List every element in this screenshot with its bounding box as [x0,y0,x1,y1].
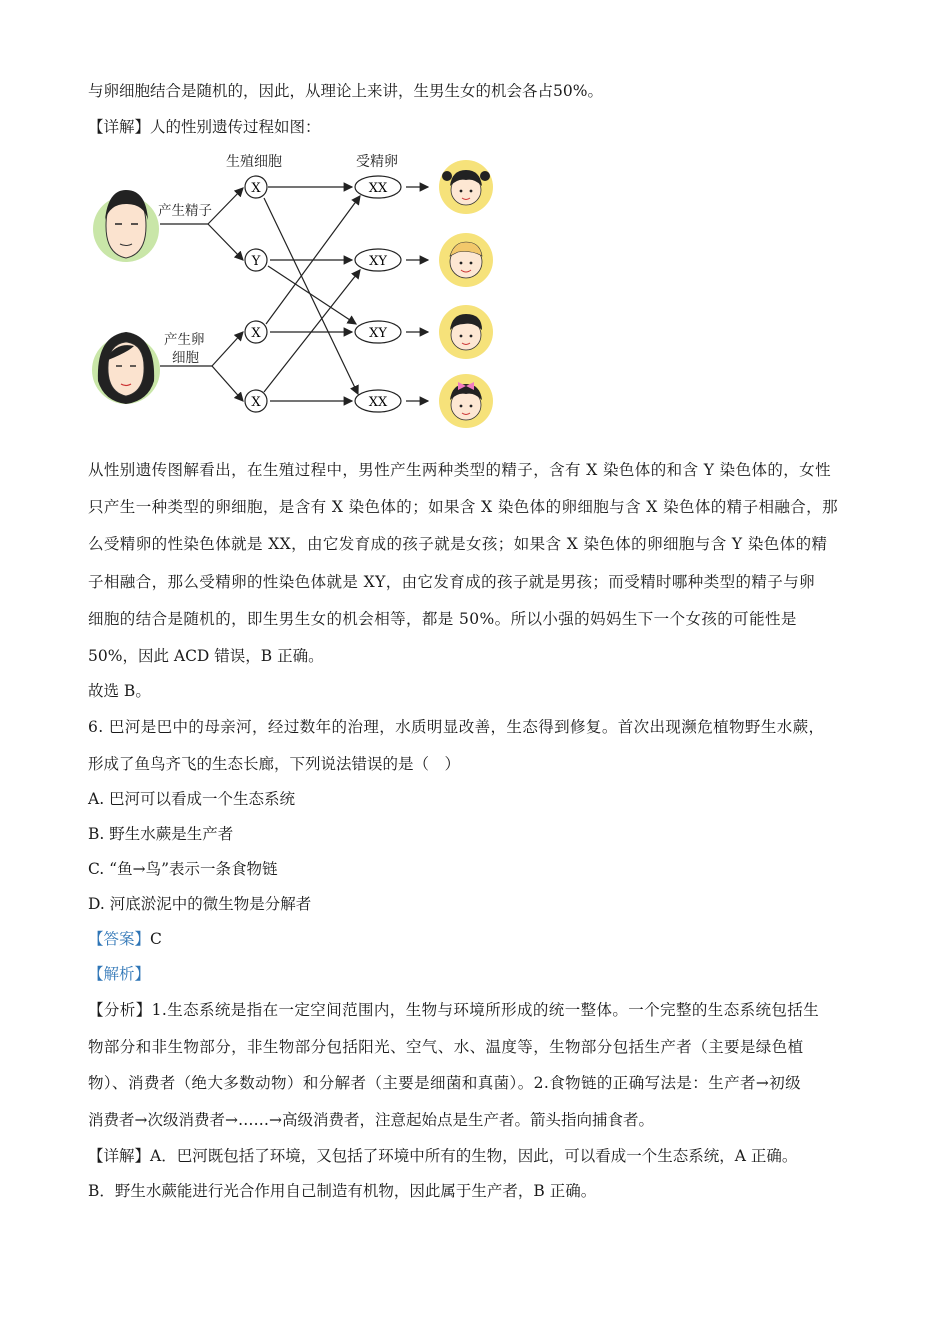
analysis-label: 【解析】 [88,965,151,983]
sperm-cell-y [245,249,267,271]
option-c: C. “鱼→鸟”表示一条食物链 [88,860,278,878]
zygote-label: 受精卵 [356,154,398,170]
analysis-text: 物部分和非生物部分，非生物部分包括阳光、空气、水、温度等，生物部分包括生产者（主要是绿色植 [88,1038,804,1056]
analysis-text: 【分析】1.生态系统是指在一定空间范围内，生物与环境所形成的统一整体。一个完整的生态系统包括生 [88,1001,820,1019]
svg-text:Y: Y [251,254,261,269]
answer-label: 【答案】 [88,930,151,948]
zygote-xx [355,390,401,412]
boy-child-icon [439,305,493,359]
analysis-text: 消费者→次级消费者→……→高级消费者，注意起始点是生产者。箭头指向捕食者。 [88,1111,654,1129]
text-line: 从性别遗传图解看出，在生殖过程中，男性产生两种类型的精子，含有 X 染色体的和含 Y 染色体的，女性 [88,461,831,479]
detail-intro: 【详解】人的性别遗传过程如图： [88,118,321,136]
germ-cell-label: 生殖细胞 [226,154,282,170]
boy-child-icon [439,233,493,287]
svg-text:XY: XY [369,254,387,269]
sex-inheritance-diagram [88,146,508,446]
svg-text:X: X [251,395,261,410]
text-line: 细胞的结合是随机的，即生男生女的机会相等，都是 50%。所以小强的妈妈生下一个女孩的可能性是 [88,610,797,628]
text-line: 只产生一种类型的卵细胞，是含有 X 染色体的；如果含 X 染色体的卵细胞与含 X 染色体的精子相融合，那 [88,498,838,516]
text-line: 与卵细胞结合是随机的，因此，从理论上来讲，生男生女的机会各占50%。 [88,82,603,100]
zygote-xy [355,249,401,271]
svg-text:XX: XX [368,395,388,410]
mother-avatar [92,332,160,404]
sperm-label: 产生精子 [158,203,212,219]
sperm-cell-x [245,176,267,198]
choose-answer: 故选 B。 [88,682,151,700]
analysis-text: 物）、消费者（绝大多数动物）和分解者（主要是细菌和真菌）。2.食物链的正确写法是：生产者→初级 [88,1074,802,1092]
svg-text:XX: XX [368,181,388,196]
option-a: A. 巴河可以看成一个生态系统 [88,790,296,808]
egg-cell-x [245,321,267,343]
egg-cell-x [245,390,267,412]
father-avatar [93,190,159,262]
girl-child-icon [439,374,493,428]
svg-text:X: X [251,326,261,341]
egg-label-line2: 细胞 [172,350,199,366]
text-line: 么受精卵的性染色体就是 XX，由它发育成的孩子就是女孩；如果含 X 染色体的卵细胞与含 Y 染色体的精 [88,535,828,553]
question-stem: 形成了鱼鸟齐飞的生态长廊，下列说法错误的是（ ） [88,755,461,773]
option-b: B. 野生水蕨是生产者 [88,825,234,843]
svg-text:XY: XY [369,326,387,341]
answer-line [88,928,162,950]
detail-text: B．野生水蕨能进行光合作用自己制造有机物，因此属于生产者，B 正确。 [88,1182,597,1200]
detail-text: 【详解】A．巴河既包括了环境，又包括了环境中所有的生物，因此，可以看成一个生态系统，A 正确。 [88,1147,798,1165]
zygote-xy [355,321,401,343]
option-d: D. 河底淤泥中的微生物是分解者 [88,895,312,913]
text-line: 50%，因此 ACD 错误，B 正确。 [88,647,324,665]
zygote-xx [355,176,401,198]
answer-value: C [150,930,162,948]
question-stem: 6. 巴河是巴中的母亲河，经过数年的治理，水质明显改善，生态得到修复。首次出现濒危植物野生水蕨， [88,718,825,736]
egg-label-line1: 产生卵 [164,332,205,348]
svg-text:X: X [251,181,261,196]
text-line: 子相融合，那么受精卵的性染色体就是 XY，由它发育成的孩子就是男孩；而受精时哪种类型的精子与卵 [88,573,815,591]
girl-child-icon [439,160,493,214]
